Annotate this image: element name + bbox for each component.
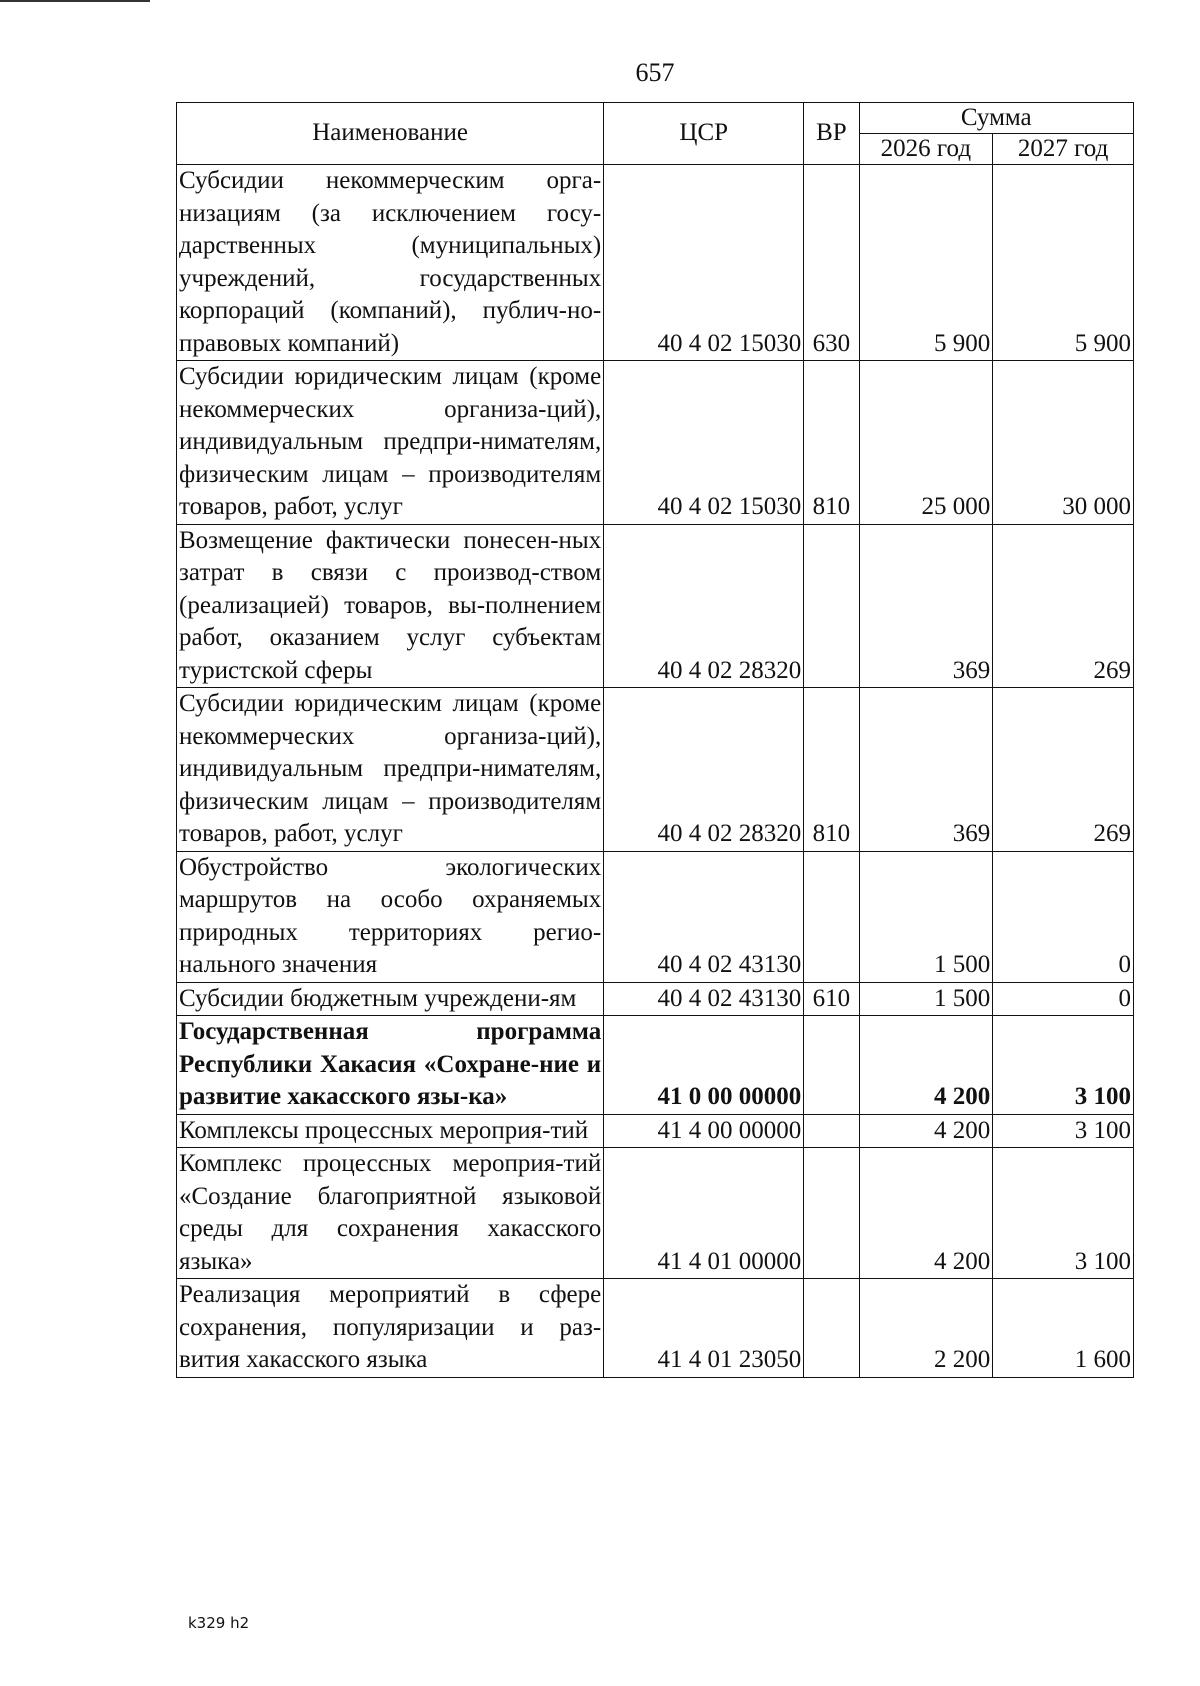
table-row: [177, 688, 1134, 852]
header-year-2027: 2027 год: [993, 134, 1134, 165]
row-sum-2026: 1 500: [859, 982, 993, 1016]
table-row: [177, 1148, 1134, 1279]
row-sum-2027: 3 100: [993, 1016, 1134, 1115]
row-name: Субсидии юридическим лицам (кроме некоммерческих организа-ций), индивидуальным предпри-нимателям, физическим лицам – производителям товаров, работ, услуг: [177, 361, 604, 525]
row-vr: [804, 851, 859, 982]
budget-table: [176, 102, 1134, 1378]
row-csr: 41 4 00 00000: [604, 1114, 804, 1148]
row-sum-2026: 25 000: [859, 361, 993, 525]
table-body: [177, 165, 1134, 1378]
row-name: Государственная программа Республики Хакасия «Сохране-ние и развитие хакасского язы-ка»: [177, 1016, 604, 1115]
table-row: [177, 361, 1134, 525]
table-row: [177, 982, 1134, 1016]
row-name: Комплексы процессных мероприя-тий: [177, 1114, 604, 1148]
row-vr: [804, 524, 859, 688]
row-sum-2026: 4 200: [859, 1148, 993, 1279]
row-vr: [804, 1114, 859, 1148]
footer-code: k329 h2: [188, 1614, 250, 1632]
row-sum-2026: 369: [859, 524, 993, 688]
row-name: Обустройство экологических маршрутов на особо охраняемых природных территориях регио-нального значения: [177, 851, 604, 982]
header-csr: ЦСР: [604, 103, 804, 165]
row-csr: 41 0 00 00000: [604, 1016, 804, 1115]
table-row: [177, 851, 1134, 982]
row-name: Субсидии бюджетным учреждени-ям: [177, 982, 604, 1016]
row-sum-2027: 0: [993, 851, 1134, 982]
table-row: [177, 165, 1134, 361]
row-csr: 40 4 02 15030: [604, 361, 804, 525]
row-sum-2026: 1 500: [859, 851, 993, 982]
row-name: Субсидии некоммерческим орга-низациям (за исключением госу-дарственных (муниципальных) учреждений, государственных корпораций (компаний), публич-но-правовых компаний): [177, 165, 604, 361]
row-sum-2027: 1 600: [993, 1279, 1134, 1378]
header-name: Наименование: [177, 103, 604, 165]
table-row: [177, 1016, 1134, 1115]
row-csr: 41 4 01 23050: [604, 1279, 804, 1378]
row-vr: 630: [804, 165, 859, 361]
row-csr: 40 4 02 28320: [604, 688, 804, 852]
page-number: 657: [635, 58, 675, 87]
header-year-2026: 2026 год: [859, 134, 993, 165]
row-sum-2027: 3 100: [993, 1114, 1134, 1148]
row-name: Субсидии юридическим лицам (кроме некоммерческих организа-ций), индивидуальным предпри-нимателям, физическим лицам – производителям товаров, работ, услуг: [177, 688, 604, 852]
row-vr: 810: [804, 361, 859, 525]
row-csr: 40 4 02 15030: [604, 165, 804, 361]
header-vr: ВР: [804, 103, 859, 165]
row-sum-2027: 5 900: [993, 165, 1134, 361]
scan-edge-line: [0, 0, 150, 2]
row-csr: 40 4 02 28320: [604, 524, 804, 688]
row-sum-2026: 2 200: [859, 1279, 993, 1378]
row-vr: [804, 1279, 859, 1378]
row-vr: [804, 1016, 859, 1115]
row-sum-2027: 30 000: [993, 361, 1134, 525]
row-name: Возмещение фактически понесен-ных затрат в связи с производ-ством (реализацией) товаров, вы-полнением работ, оказанием услуг субъектам туристской сферы: [177, 524, 604, 688]
row-sum-2026: 4 200: [859, 1114, 993, 1148]
row-vr: 810: [804, 688, 859, 852]
table-row: [177, 524, 1134, 688]
header-sum: Сумма: [859, 103, 1133, 134]
row-csr: 40 4 02 43130: [604, 851, 804, 982]
row-csr: 40 4 02 43130: [604, 982, 804, 1016]
row-sum-2026: 369: [859, 688, 993, 852]
row-sum-2027: 0: [993, 982, 1134, 1016]
row-sum-2027: 269: [993, 524, 1134, 688]
row-sum-2026: 5 900: [859, 165, 993, 361]
row-sum-2027: 269: [993, 688, 1134, 852]
row-sum-2027: 3 100: [993, 1148, 1134, 1279]
table-row: [177, 1279, 1134, 1378]
row-vr: [804, 1148, 859, 1279]
row-name: Реализация мероприятий в сфере сохранения, популяризации и раз-вития хакасского языка: [177, 1279, 604, 1378]
table-row: [177, 1114, 1134, 1148]
row-sum-2026: 4 200: [859, 1016, 993, 1115]
row-name: Комплекс процессных мероприя-тий «Создание благоприятной языковой среды для сохранения хакасского языка»: [177, 1148, 604, 1279]
row-vr: 610: [804, 982, 859, 1016]
row-csr: 41 4 01 00000: [604, 1148, 804, 1279]
